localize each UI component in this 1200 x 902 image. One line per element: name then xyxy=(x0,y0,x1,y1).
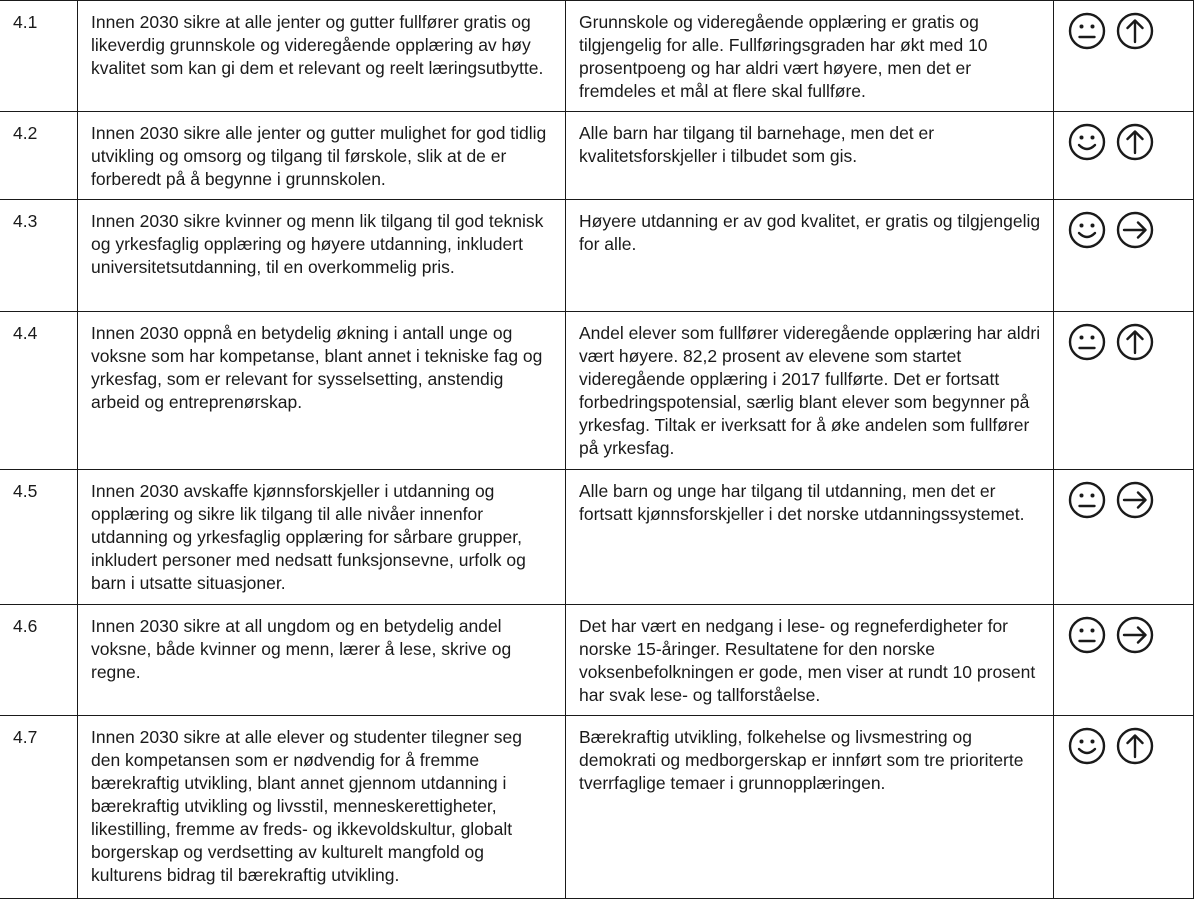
assessment-icons xyxy=(1054,470,1194,605)
smiley-face-icon xyxy=(1067,726,1107,766)
target-number: 4.3 xyxy=(0,200,78,312)
target-number: 4.7 xyxy=(0,716,78,899)
table-row xyxy=(0,716,1194,899)
smiley-face-icon xyxy=(1067,122,1107,162)
status-description: Alle barn har tilgang til barnehage, men det er kvalitetsforskjeller i tilbudet som gis. xyxy=(566,112,1054,200)
arrow-up-icon xyxy=(1115,11,1155,51)
icon-pair xyxy=(1067,726,1181,766)
table-row xyxy=(0,312,1194,470)
target-description: Innen 2030 avskaffe kjønnsforskjeller i utdanning og opplæring og sikre lik tilgang til alle nivåer innenfor utdanning og yrkesfaglig opplæring for sårbare grupper, inkludert personer med nedsatt funksjonsevne, urfolk og barn i utsatte situasjoner. xyxy=(78,470,566,605)
assessment-icons xyxy=(1054,112,1194,200)
target-description: Innen 2030 sikre at all ungdom og en betydelig andel voksne, både kvinner og menn, lærer å lese, skrive og regne. xyxy=(78,605,566,716)
target-number: 4.4 xyxy=(0,312,78,470)
table-body xyxy=(0,1,1194,899)
table-row xyxy=(0,605,1194,716)
assessment-icons xyxy=(1054,1,1194,112)
target-number: 4.5 xyxy=(0,470,78,605)
target-description: Innen 2030 sikre alle jenter og gutter mulighet for god tidlig utvikling og omsorg og tilgang til førskole, slik at de er forberedt på å begynne i grunnskolen. xyxy=(78,112,566,200)
icon-pair xyxy=(1067,480,1181,520)
target-description: Innen 2030 sikre kvinner og menn lik tilgang til god teknisk og yrkesfaglig opplæring og høyere utdanning, inkludert universitetsutdanning, til en overkommelig pris. xyxy=(78,200,566,312)
status-description: Alle barn og unge har tilgang til utdanning, men det er fortsatt kjønnsforskjeller i det norske utdanningssystemet. xyxy=(566,470,1054,605)
status-description: Bærekraftig utvikling, folkehelse og livsmestring og demokrati og medborgerskap er innført som tre prioriterte tverrfaglige temaer i grunnopplæringen. xyxy=(566,716,1054,899)
target-description: Innen 2030 sikre at alle jenter og gutter fullfører gratis og likeverdig grunnskole og videregående opplæring av høy kvalitet som kan gi dem et relevant og reelt læringsutbytte. xyxy=(78,1,566,112)
table-row xyxy=(0,470,1194,605)
table-row xyxy=(0,1,1194,112)
assessment-icons xyxy=(1054,605,1194,716)
icon-pair xyxy=(1067,322,1181,362)
neutral-face-icon xyxy=(1067,322,1107,362)
table-row xyxy=(0,112,1194,200)
status-description: Det har vært en nedgang i lese- og regneferdigheter for norske 15-åringer. Resultatene for den norske voksenbefolkningen er gode, men viser at rundt 10 prosent har svak lese- og tallforståelse. xyxy=(566,605,1054,716)
arrow-up-icon xyxy=(1115,322,1155,362)
target-number: 4.2 xyxy=(0,112,78,200)
neutral-face-icon xyxy=(1067,11,1107,51)
arrow-right-icon xyxy=(1115,210,1155,250)
target-number: 4.6 xyxy=(0,605,78,716)
smiley-face-icon xyxy=(1067,210,1107,250)
neutral-face-icon xyxy=(1067,480,1107,520)
arrow-up-icon xyxy=(1115,726,1155,766)
status-description: Andel elever som fullfører videregående opplæring har aldri vært høyere. 82,2 prosent av elevene som startet videregående opplæring i 2017 fullførte. Det er fortsatt forbedringspotensial, særlig blant elever som begynner på yrkesfag. Tiltak er iverksatt for å øke andelen som fullfører på yrkesfag. xyxy=(566,312,1054,470)
arrow-up-icon xyxy=(1115,122,1155,162)
icon-pair xyxy=(1067,210,1181,250)
arrow-right-icon xyxy=(1115,615,1155,655)
status-description: Grunnskole og videregående opplæring er gratis og tilgjengelig for alle. Fullføringsgraden har økt med 10 prosentpoeng og har aldri vært høyere, men det er fremdeles et mål at flere skal fullføre. xyxy=(566,1,1054,112)
assessment-icons xyxy=(1054,312,1194,470)
assessment-icons xyxy=(1054,200,1194,312)
table-row xyxy=(0,200,1194,312)
icon-pair xyxy=(1067,615,1181,655)
assessment-icons xyxy=(1054,716,1194,899)
target-description: Innen 2030 oppnå en betydelig økning i antall unge og voksne som har kompetanse, blant annet i tekniske fag og yrkesfag, som er relevant for sysselsetting, anstendig arbeid og entreprenørskap. xyxy=(78,312,566,470)
arrow-right-icon xyxy=(1115,480,1155,520)
neutral-face-icon xyxy=(1067,615,1107,655)
target-number: 4.1 xyxy=(0,1,78,112)
icon-pair xyxy=(1067,11,1181,51)
target-description: Innen 2030 sikre at alle elever og studenter tilegner seg den kompetansen som er nødvendig for å fremme bærekraftig utvikling, blant annet gjennom utdanning i bærekraftig utvikling og livsstil, menneskerettigheter, likestilling, fremme av freds- og ikkevoldskultur, globalt borgerskap og verdsetting av kulturelt mangfold og kulturens bidrag til bærekraftig utvikling. xyxy=(78,716,566,899)
icon-pair xyxy=(1067,122,1181,162)
status-description: Høyere utdanning er av god kvalitet, er gratis og tilgjengelig for alle. xyxy=(566,200,1054,312)
